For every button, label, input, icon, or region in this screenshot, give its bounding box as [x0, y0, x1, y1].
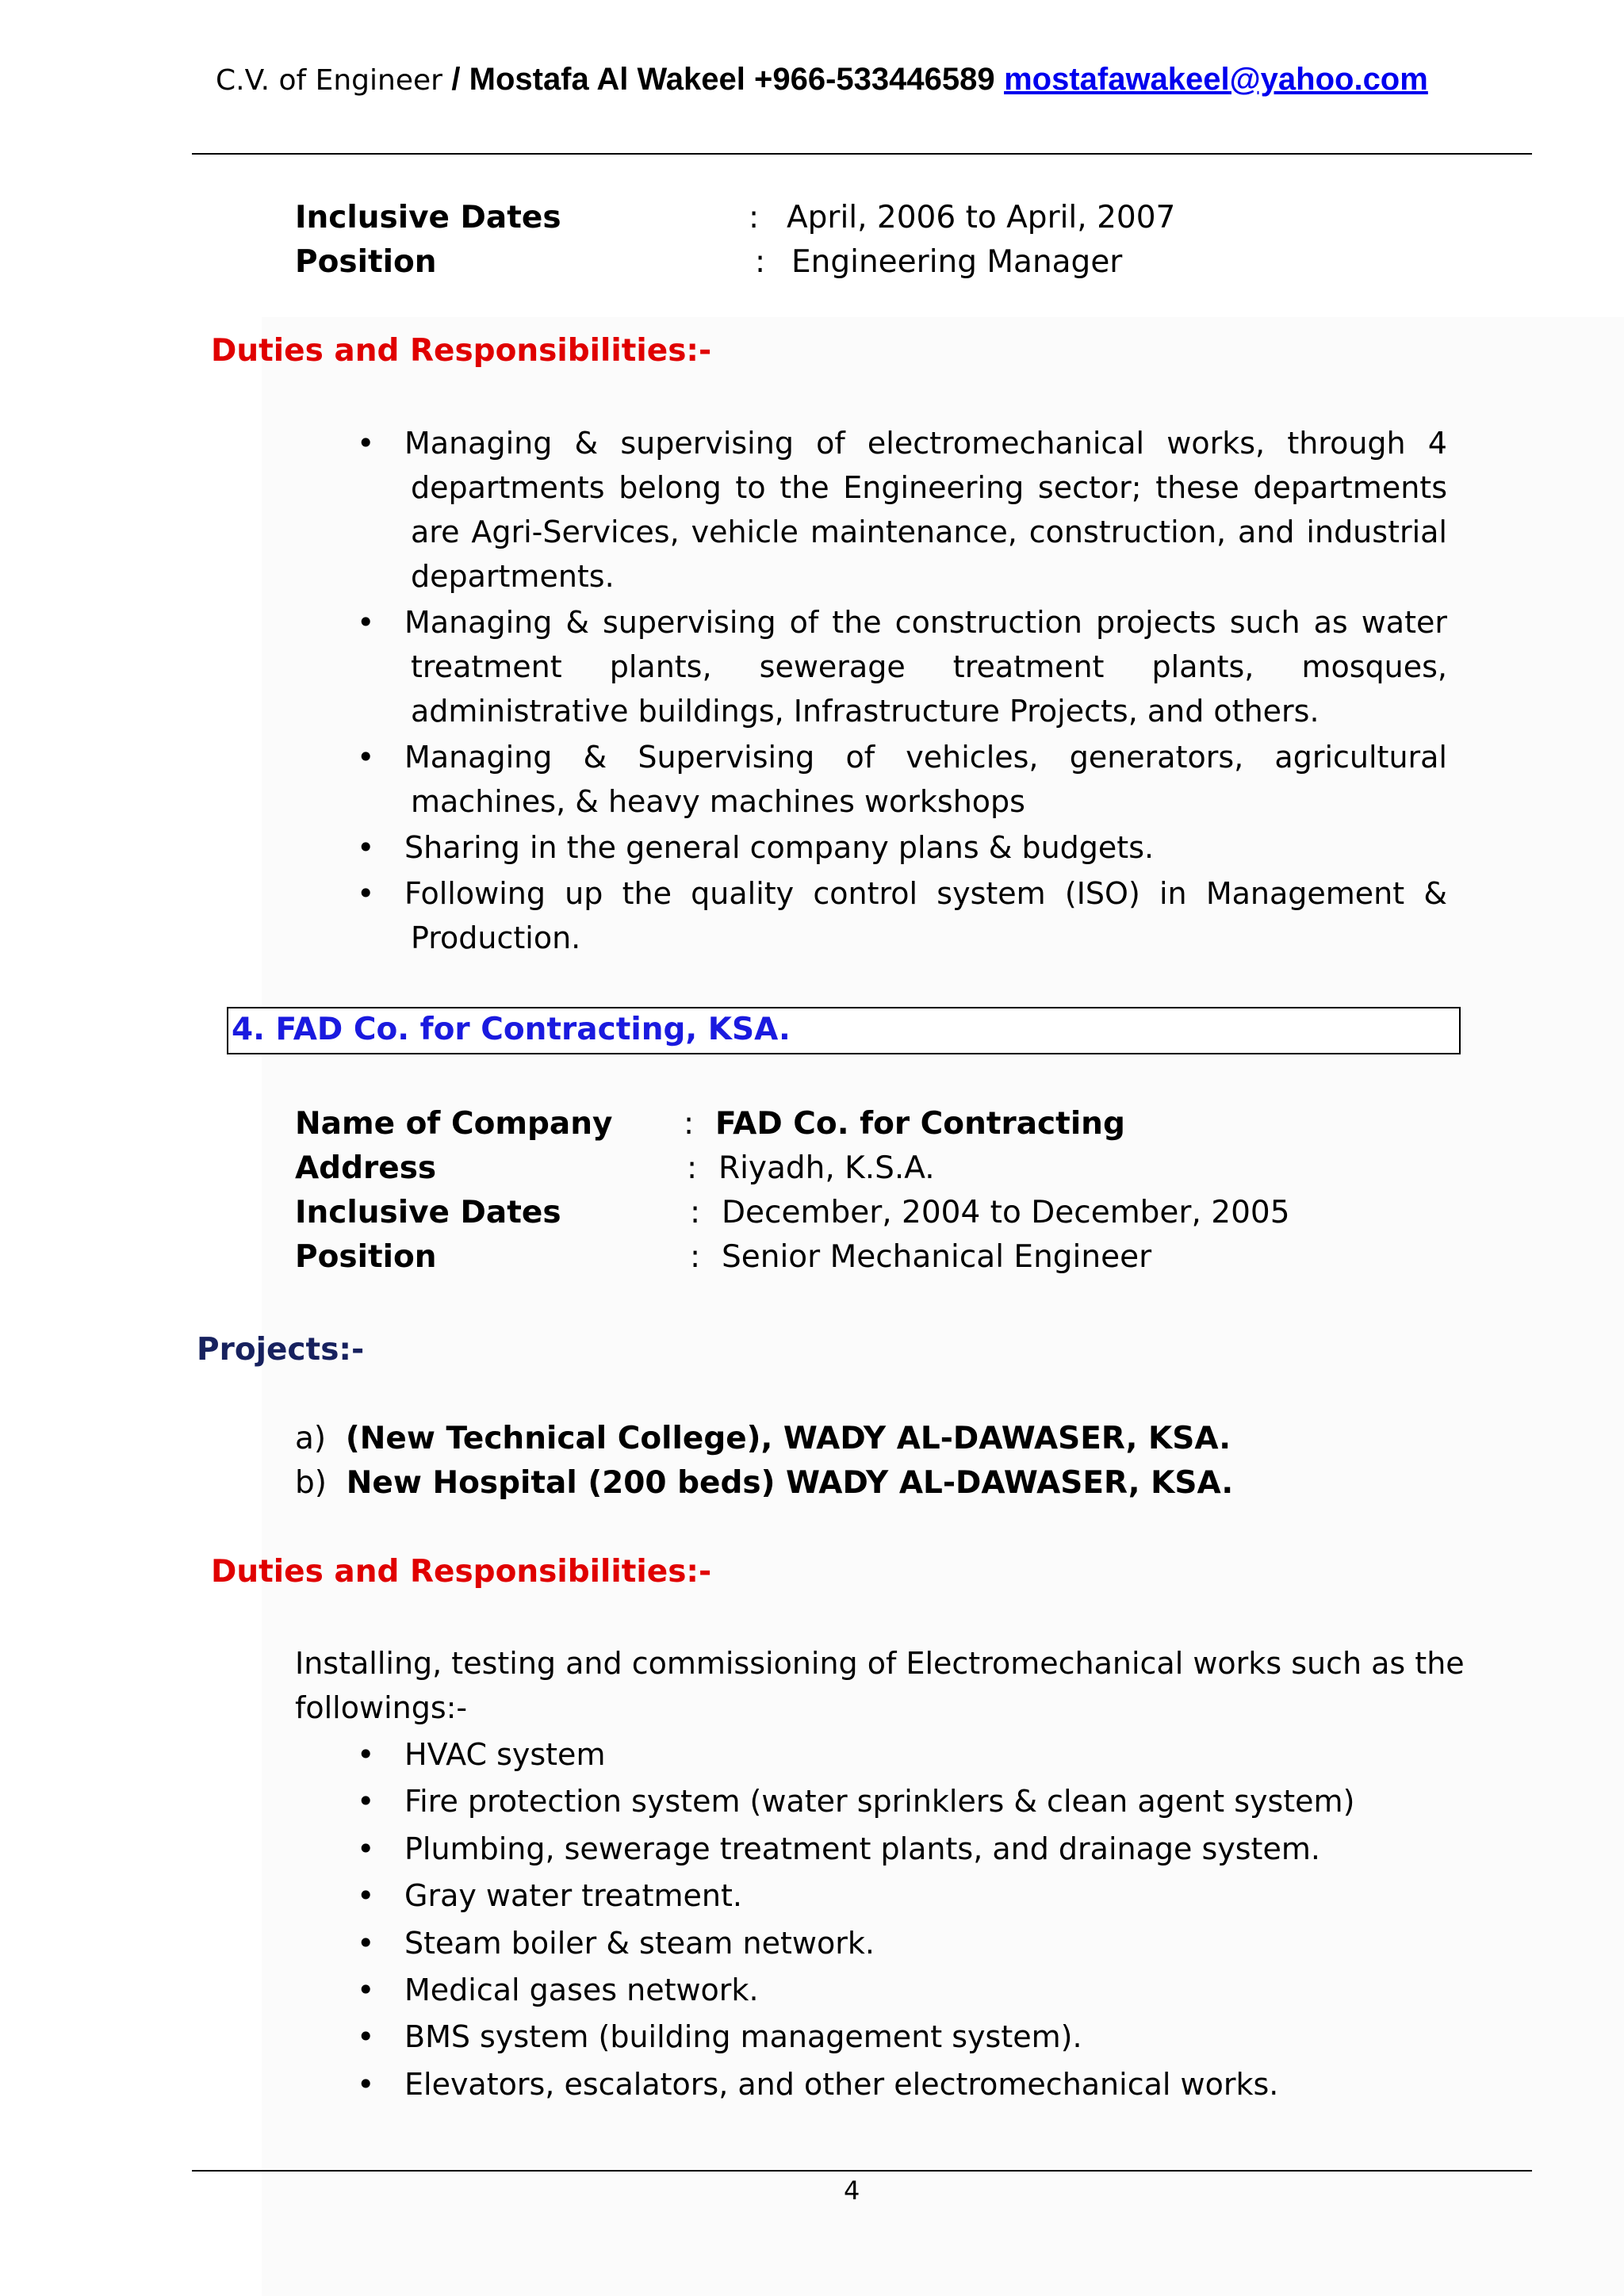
projects-heading: Projects:-	[197, 1332, 365, 1368]
list-item: • Medical gases network.	[357, 1973, 759, 2008]
list-item: • Fire protection system (water sprinklers & clean agent system)	[357, 1784, 1355, 1820]
header-divider	[192, 153, 1532, 155]
list-item: • Elevators, escalators, and other electromechanical works.	[357, 2066, 1279, 2102]
list-item: • Gray water treatment.	[357, 1878, 742, 1914]
page-number: 4	[844, 2175, 860, 2206]
project-text: (New Technical College), WADY AL-DAWASER, KSA.	[345, 1421, 1231, 1456]
company-section-title: 4. FAD Co. for Contracting, KSA.	[232, 1012, 791, 1047]
duties-heading: Duties and Responsibilities:-	[211, 333, 712, 369]
list-item: • Managing & Supervising of vehicles, generators, agricultural machines, & heavy machines workshops	[357, 740, 1447, 819]
field-label-company-name: Name of Company	[295, 1106, 613, 1142]
list-item: • Managing & supervising of the construction projects such as water treatment plants, sewerage treatment plants, mosques, administrative buildings, Infrastructure Projects, and others.	[357, 605, 1447, 729]
field-colon: :	[690, 1195, 701, 1230]
field-value-company-name: FAD Co. for Contracting	[715, 1106, 1125, 1142]
field-colon: :	[684, 1106, 695, 1142]
list-item: • Steam boiler & steam network.	[357, 1925, 875, 1961]
list-item: • Following up the quality control system (ISO) in Management & Production.	[357, 876, 1447, 955]
list-item: • Sharing in the general company plans & budgets.	[357, 830, 1155, 865]
duties-heading: Duties and Responsibilities:-	[211, 1554, 712, 1590]
field-value-inclusive-dates: December, 2004 to December, 2005	[722, 1195, 1290, 1230]
field-label-position: Position	[295, 244, 437, 280]
project-item	[295, 1421, 1231, 1456]
list-item: • BMS system (building management system).	[357, 2019, 1082, 2055]
field-value-inclusive-dates: April, 2006 to April, 2007	[787, 200, 1176, 235]
company-section-box	[227, 1007, 1461, 1054]
header-name: / Mostafa Al Wakeel +966-533446589	[451, 62, 995, 97]
field-label-inclusive-dates: Inclusive Dates	[295, 200, 561, 235]
field-value-position: Engineering Manager	[791, 244, 1123, 280]
page-header	[216, 62, 1428, 98]
field-colon: :	[690, 1239, 701, 1275]
field-label-inclusive-dates: Inclusive Dates	[295, 1195, 561, 1230]
list-item: • Plumbing, sewerage treatment plants, and drainage system.	[357, 1831, 1320, 1866]
duties-list	[357, 421, 1447, 962]
field-label-address: Address	[295, 1150, 437, 1186]
field-colon: :	[749, 200, 760, 235]
project-text: New Hospital (200 beds) WADY AL-DAWASER, KSA.	[346, 1465, 1234, 1501]
field-colon: :	[755, 244, 766, 280]
project-marker: b)	[295, 1465, 327, 1501]
header-email-link[interactable]: mostafawakeel@yahoo.com	[1004, 62, 1428, 97]
footer-divider	[192, 2170, 1532, 2172]
project-item	[295, 1465, 1233, 1501]
duties-intro: Installing, testing and commissioning of Electromechanical works such as the followings:-	[295, 1646, 1465, 1725]
project-marker: a)	[295, 1421, 327, 1456]
field-label-position: Position	[295, 1239, 437, 1275]
list-item: • HVAC system	[357, 1737, 606, 1772]
list-item: • Managing & supervising of electromechanical works, through 4 departments belong to the Engineering sector; these departments are Agri-Services, vehicle maintenance, construction, and industrial departments.	[357, 426, 1447, 594]
field-value-address: Riyadh, K.S.A.	[718, 1150, 935, 1186]
field-colon: :	[687, 1150, 698, 1186]
header-prefix: C.V. of Engineer	[216, 64, 442, 97]
duties-list	[357, 1732, 1447, 2109]
field-value-position: Senior Mechanical Engineer	[722, 1239, 1152, 1275]
